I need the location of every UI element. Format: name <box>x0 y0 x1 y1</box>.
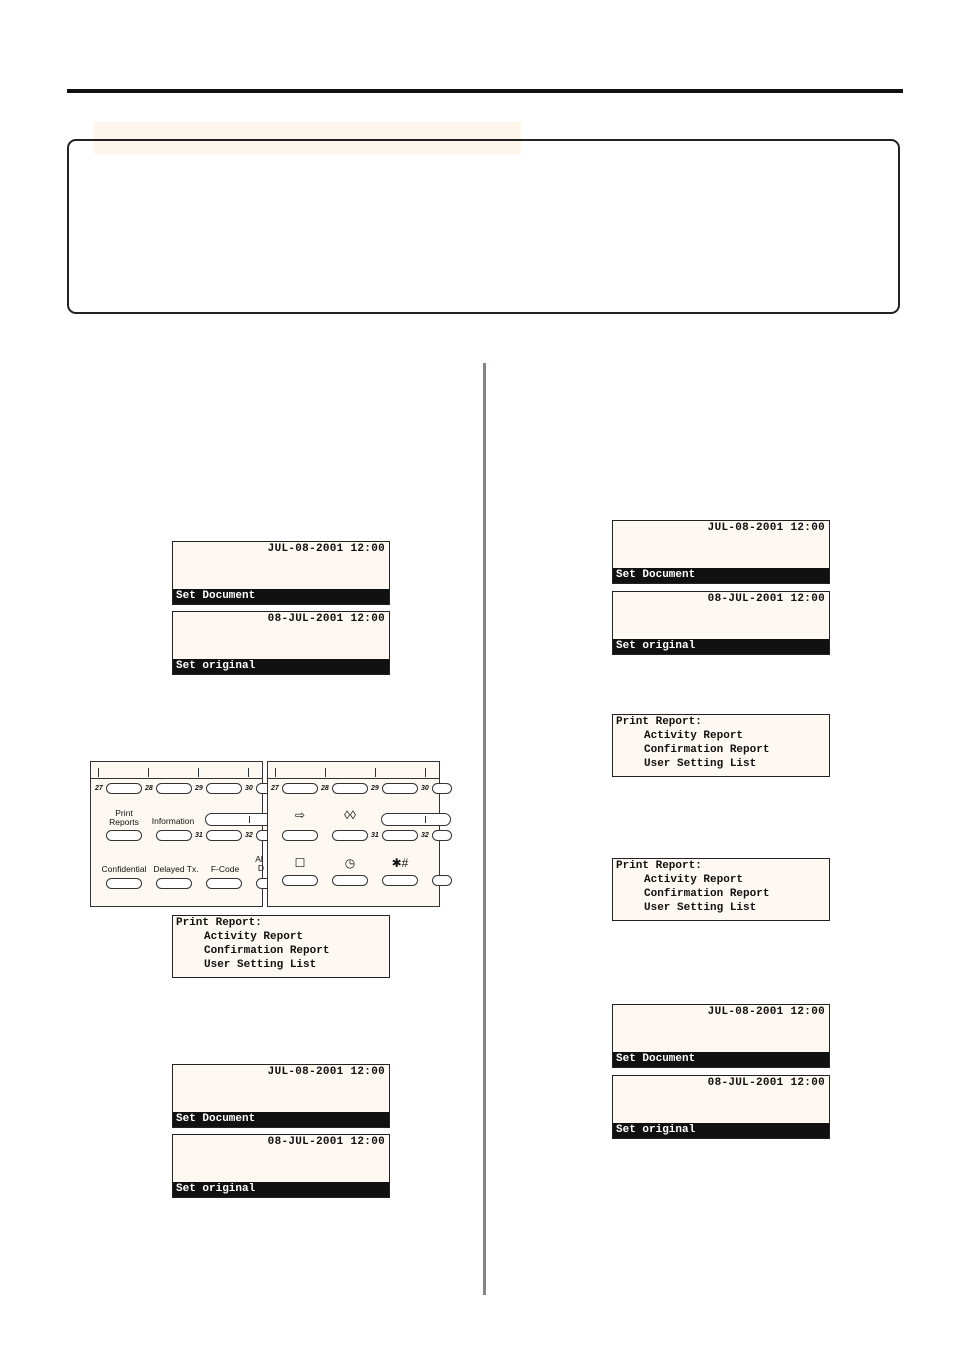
lcd-date: JUL-08-2001 12:00 <box>707 522 825 534</box>
delayed-tx-label: Delayed Tx. <box>153 864 199 874</box>
lcd-date: JUL-08-2001 12:00 <box>267 543 385 555</box>
delayed-tx-icon: ◷ <box>344 856 356 870</box>
key-number: 28 <box>321 785 329 792</box>
menu-item-confirmation-report[interactable]: Confirmation Report <box>204 945 330 957</box>
menu-item-user-setting-list[interactable]: User Setting List <box>204 959 317 971</box>
intro-box <box>67 139 900 314</box>
one-touch-key-28[interactable] <box>156 783 192 794</box>
delayed-tx-key[interactable] <box>156 878 192 889</box>
key-number: 30 <box>421 785 429 792</box>
f-code-key[interactable] <box>382 875 418 886</box>
lcd-status: Set original <box>613 1123 829 1138</box>
menu-item-activity-report[interactable]: Activity Report <box>644 874 744 886</box>
panel-top-line <box>91 778 262 779</box>
lcd-date: 08-JUL-2001 12:00 <box>707 593 825 605</box>
confidential-key[interactable] <box>106 878 142 889</box>
lcd-display-standby-eu <box>612 1075 830 1139</box>
lcd-print-report-menu <box>612 714 830 777</box>
key-number: 29 <box>195 785 203 792</box>
one-touch-key-27[interactable] <box>106 783 142 794</box>
one-touch-key-27[interactable] <box>282 783 318 794</box>
lcd-status: Set Document <box>173 589 389 604</box>
key-number: 30 <box>245 785 253 792</box>
key-number: 27 <box>271 785 279 792</box>
information-key[interactable] <box>156 830 192 841</box>
lcd-display-standby-us <box>612 520 830 584</box>
one-touch-key-31[interactable] <box>382 830 418 841</box>
menu-title: Print Report: <box>616 716 702 728</box>
delayed-tx-key[interactable] <box>332 875 368 886</box>
print-reports-key[interactable] <box>282 830 318 841</box>
information-label: Information <box>151 816 195 826</box>
key-number: 31 <box>195 832 203 839</box>
lcd-status: Set original <box>173 1182 389 1197</box>
lcd-print-report-menu <box>172 915 390 978</box>
print-reports-label-1: Print <box>115 808 133 818</box>
lcd-print-report-menu <box>612 858 830 921</box>
operation-panel-icons <box>267 761 440 907</box>
confidential-label: Confidential <box>101 864 147 874</box>
lcd-status: Set original <box>613 639 829 654</box>
column-divider <box>483 363 486 1295</box>
operation-panel-labelled <box>90 761 263 907</box>
lcd-display-standby-eu <box>172 1134 390 1198</box>
information-icon: ◊◊ <box>344 808 356 822</box>
lcd-display-standby-us <box>172 541 390 605</box>
menu-item-confirmation-report[interactable]: Confirmation Report <box>644 888 770 900</box>
one-touch-key-29[interactable] <box>206 783 242 794</box>
key-number: 32 <box>245 832 253 839</box>
one-touch-key-29[interactable] <box>382 783 418 794</box>
menu-item-activity-report[interactable]: Activity Report <box>204 931 304 943</box>
confidential-key[interactable] <box>282 875 318 886</box>
lcd-status: Set Document <box>613 1052 829 1067</box>
menu-item-user-setting-list[interactable]: User Setting List <box>644 758 757 770</box>
partial-label-2: D <box>257 863 265 873</box>
panel-wide-key[interactable] <box>205 813 275 826</box>
lcd-display-standby-us <box>612 1004 830 1068</box>
menu-item-activity-report[interactable]: Activity Report <box>644 730 744 742</box>
lcd-status: Set original <box>173 659 389 674</box>
top-rule <box>67 89 903 93</box>
f-code-label: F-Code <box>210 864 240 874</box>
one-touch-key-31[interactable] <box>206 830 242 841</box>
one-touch-key-32[interactable] <box>432 830 452 841</box>
lcd-date: 08-JUL-2001 12:00 <box>267 1136 385 1148</box>
lcd-display-standby-eu <box>612 591 830 655</box>
print-reports-key[interactable] <box>106 830 142 841</box>
f-code-icon: ✱# <box>391 856 409 870</box>
key-number: 29 <box>371 785 379 792</box>
lcd-status: Set Document <box>613 568 829 583</box>
key-number: 31 <box>371 832 379 839</box>
lcd-date: JUL-08-2001 12:00 <box>707 1006 825 1018</box>
key-number: 27 <box>95 785 103 792</box>
lcd-date: 08-JUL-2001 12:00 <box>707 1077 825 1089</box>
lcd-display-standby-eu <box>172 611 390 675</box>
lcd-status: Set Document <box>173 1112 389 1127</box>
menu-item-confirmation-report[interactable]: Confirmation Report <box>644 744 770 756</box>
key-number: 32 <box>421 832 429 839</box>
lcd-display-standby-us <box>172 1064 390 1128</box>
panel-top-line <box>268 778 439 779</box>
information-key[interactable] <box>332 830 368 841</box>
print-reports-icon: ⇨ <box>294 808 306 822</box>
confidential-icon: ☐ <box>294 856 306 870</box>
f-code-key[interactable] <box>206 878 242 889</box>
panel-wide-key[interactable] <box>381 813 451 826</box>
menu-title: Print Report: <box>616 860 702 872</box>
lcd-date: JUL-08-2001 12:00 <box>267 1066 385 1078</box>
partial-key[interactable] <box>432 875 452 886</box>
menu-title: Print Report: <box>176 917 262 929</box>
one-touch-key-30[interactable] <box>432 783 452 794</box>
one-touch-key-28[interactable] <box>332 783 368 794</box>
key-number: 28 <box>145 785 153 792</box>
lcd-date: 08-JUL-2001 12:00 <box>267 613 385 625</box>
print-reports-label-2: Reports <box>109 817 139 827</box>
partial-label-1: Al <box>255 854 263 864</box>
menu-item-user-setting-list[interactable]: User Setting List <box>644 902 757 914</box>
